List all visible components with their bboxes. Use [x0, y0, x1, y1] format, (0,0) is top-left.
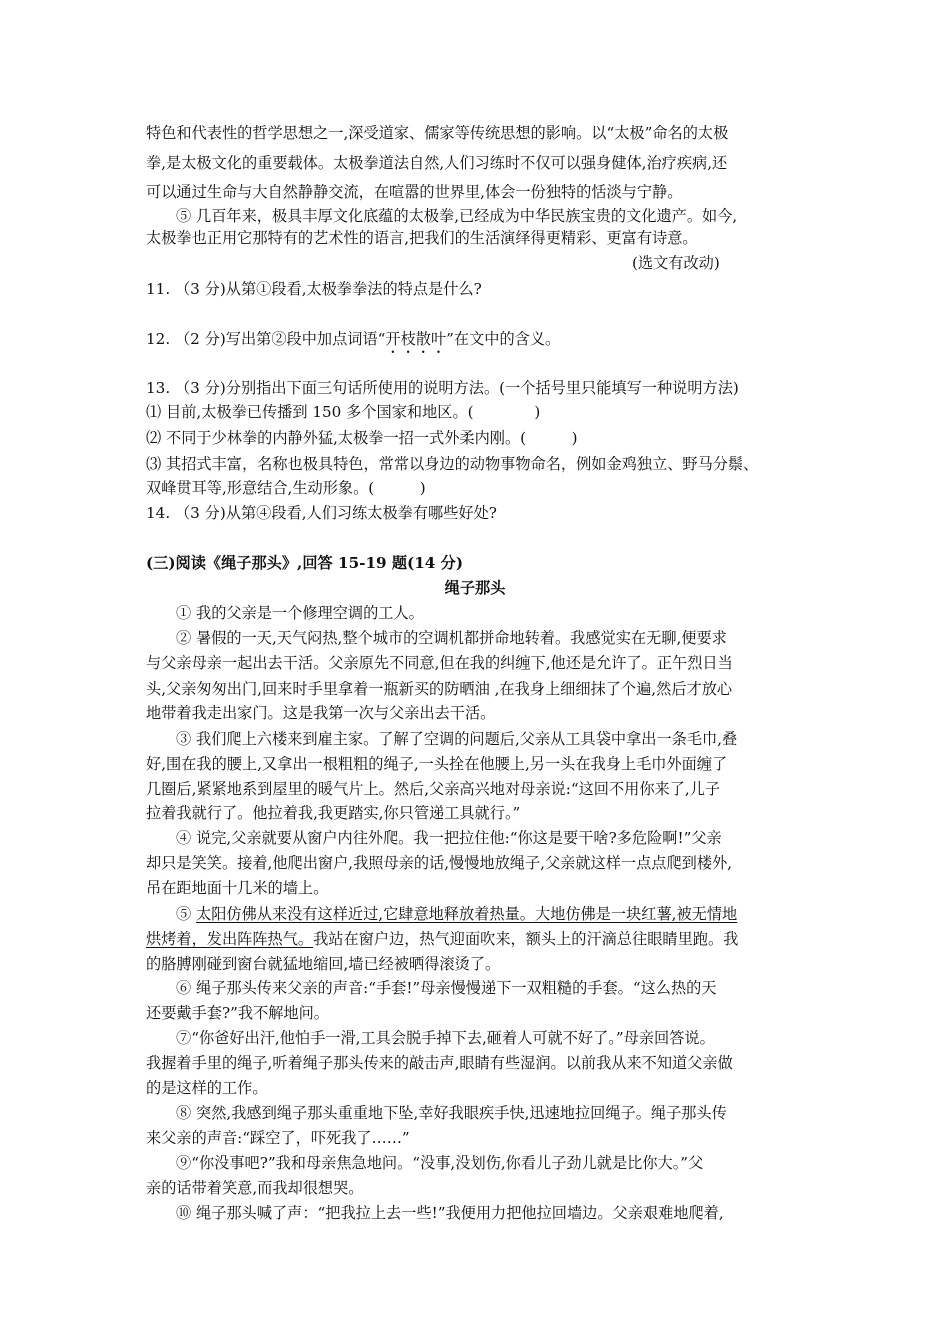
underlined-sentence: 太阳仿佛从来没有这样近过,它肆意地释放着热量。大地仿佛是一块红薯,被无情地	[196, 905, 738, 923]
passage-line: 拳,是太极文化的重要载体。太极拳道法自然,人们习练时不仅可以强身健体,治疗疾病,还	[146, 154, 728, 172]
paragraph-3: ③ 我们爬上六楼来到雇主家。了解了空调的问题后,父亲从工具袋中拿出一条毛巾,叠	[176, 730, 738, 748]
question-13-item: 双峰贯耳等,形意结合,生动形象。( )	[146, 479, 426, 497]
paragraph-5: 的胳膊刚碰到窗台就猛地缩回,墙已经被晒得滚烫了。	[146, 955, 501, 973]
question-13-item: ⑵ 不同于少林拳的内静外猛,太极拳一招一式外柔内刚。( )	[146, 429, 578, 447]
underlined-sentence: 烘烤着，发出阵阵热气。	[146, 930, 314, 948]
paragraph-4: 却只是笑笑。接着,他爬出窗户,我照母亲的话,慢慢地放绳子,父亲就这样一点点爬到楼外,	[146, 854, 733, 872]
paragraph-7: ⑦“你爸好出汗,他怕手一滑,工具会脱手掉下去,砸着人可就不好了。”母亲回答说。	[176, 1029, 715, 1047]
paragraph-8: ⑧ 突然,我感到绳子那头重重地下坠,幸好我眼疾手快,迅速地拉回绳子。绳子那头传	[176, 1104, 727, 1122]
question-13-item: ⑶ 其招式丰富，名称也极具特色，常常以身边的动物事物命名，例如金鸡独立、野马分鬃、	[146, 455, 759, 473]
paragraph-9: 亲的话带着笑意,而我却很想哭。	[146, 1179, 364, 1197]
emphasized-phrase: 开枝散叶	[385, 330, 447, 348]
paragraph-5: 烘烤着，发出阵阵热气。我站在窗户边，热气迎面吹来，额头上的汗滴总往眼睛里跑。我	[146, 930, 739, 948]
paragraph-2: 地带着我走出家门。这是我第一次与父亲出去干活。	[146, 704, 496, 722]
question-12: 12. （2 分)写出第②段中加点词语“开枝散叶”在文中的含义。	[146, 330, 561, 348]
paragraph-4: ④ 说完,父亲就要从窗户内往外爬。我一把拉住他:“你这是要干啥?多危险啊!”父亲	[176, 829, 722, 847]
paragraph-1: ① 我的父亲是一个修理空调的工人。	[176, 604, 424, 622]
paragraph-5: ⑤ 太阳仿佛从来没有这样近过,它肆意地释放着热量。大地仿佛是一块红薯,被无情地	[176, 905, 738, 923]
paragraph-2: 与父亲母亲一起出去干活。父亲原先不同意,但在我的纠缠下,他还是允许了。正午烈日当	[146, 654, 733, 672]
question-13-item: ⑴ 目前,太极拳已传播到 150 多个国家和地区。( )	[146, 403, 541, 421]
paragraph-2: 头,父亲匆匆出门,回来时手里拿着一瓶新买的防晒油 ,在我身上细细抹了个遍,然后才放心	[146, 680, 733, 698]
paragraph-8: 来父亲的声音:“踩空了，吓死我了……”	[146, 1129, 410, 1147]
section-heading: (三)阅读《绳子那头》,回答 15-19 题(14 分)	[146, 554, 464, 572]
paragraph-2: ② 暑假的一天,天气闷热,整个城市的空调机都拼命地转着。我感觉实在无聊,便要求	[176, 629, 727, 647]
source-note: (选文有改动)	[632, 254, 720, 272]
paragraph-3: 好,围在我的腰上,又拿出一根粗粗的绳子,一头拴在他腰上,另一头在我身上毛巾外面缠了	[146, 755, 728, 773]
passage-line: ⑤ 几百年来，极具丰厚文化底蕴的太极拳,已经成为中华民族宝贵的文化遗产。如今,	[176, 207, 738, 225]
paragraph-4: 吊在距地面十几米的墙上。	[146, 879, 329, 897]
paragraph-10: ⑩ 绳子那头喊了声：“把我拉上去一些!”我便用力把他拉回墙边。父亲艰难地爬着,	[176, 1204, 724, 1222]
paragraph-9: ⑨“你没事吧?”我和母亲焦急地问。“没事,没划伤,你看儿子劲儿就是比你大。”父	[176, 1154, 704, 1172]
article-title: 绳子那头	[444, 579, 506, 597]
passage-line: 特色和代表性的哲学思想之一,深受道家、儒家等传统思想的影响。以“太极”命名的太极	[146, 124, 729, 142]
paragraph-3: 几圈后,紧紧地系到屋里的暖气片上。然后,父亲高兴地对母亲说:“这回不用你来了,儿子	[146, 780, 721, 798]
passage-line: 太极拳也正用它那特有的艺术性的语言,把我们的生活演绎得更精彩、更富有诗意。	[146, 229, 698, 247]
question-13: 13. （3 分)分别指出下面三句话所使用的说明方法。(一个括号里只能填写一种说明方法)	[146, 379, 739, 397]
paragraph-6: 还要戴手套?”我不解地问。	[146, 1004, 329, 1022]
paragraph-3: 拉着我就行了。他拉着我,我更踏实,你只管递工具就行。”	[146, 804, 521, 822]
paragraph-6: ⑥ 绳子那头传来父亲的声音:“手套!”母亲慢慢递下一双粗糙的手套。“这么热的天	[176, 979, 717, 997]
question-11: 11. （3 分)从第①段看,太极拳拳法的特点是什么?	[146, 280, 482, 298]
paragraph-7: 的是这样的工作。	[146, 1079, 268, 1097]
paragraph-7: 我握着手里的绳子,听着绳子那头传来的敲击声,眼睛有些湿润。以前我从来不知道父亲做	[146, 1054, 733, 1072]
passage-line: 可以通过生命与大自然静静交流，在喧嚣的世界里,体会一份独特的恬淡与宁静。	[146, 183, 683, 201]
question-14: 14. （3 分)从第④段看,人们习练太极拳有哪些好处?	[146, 504, 497, 522]
